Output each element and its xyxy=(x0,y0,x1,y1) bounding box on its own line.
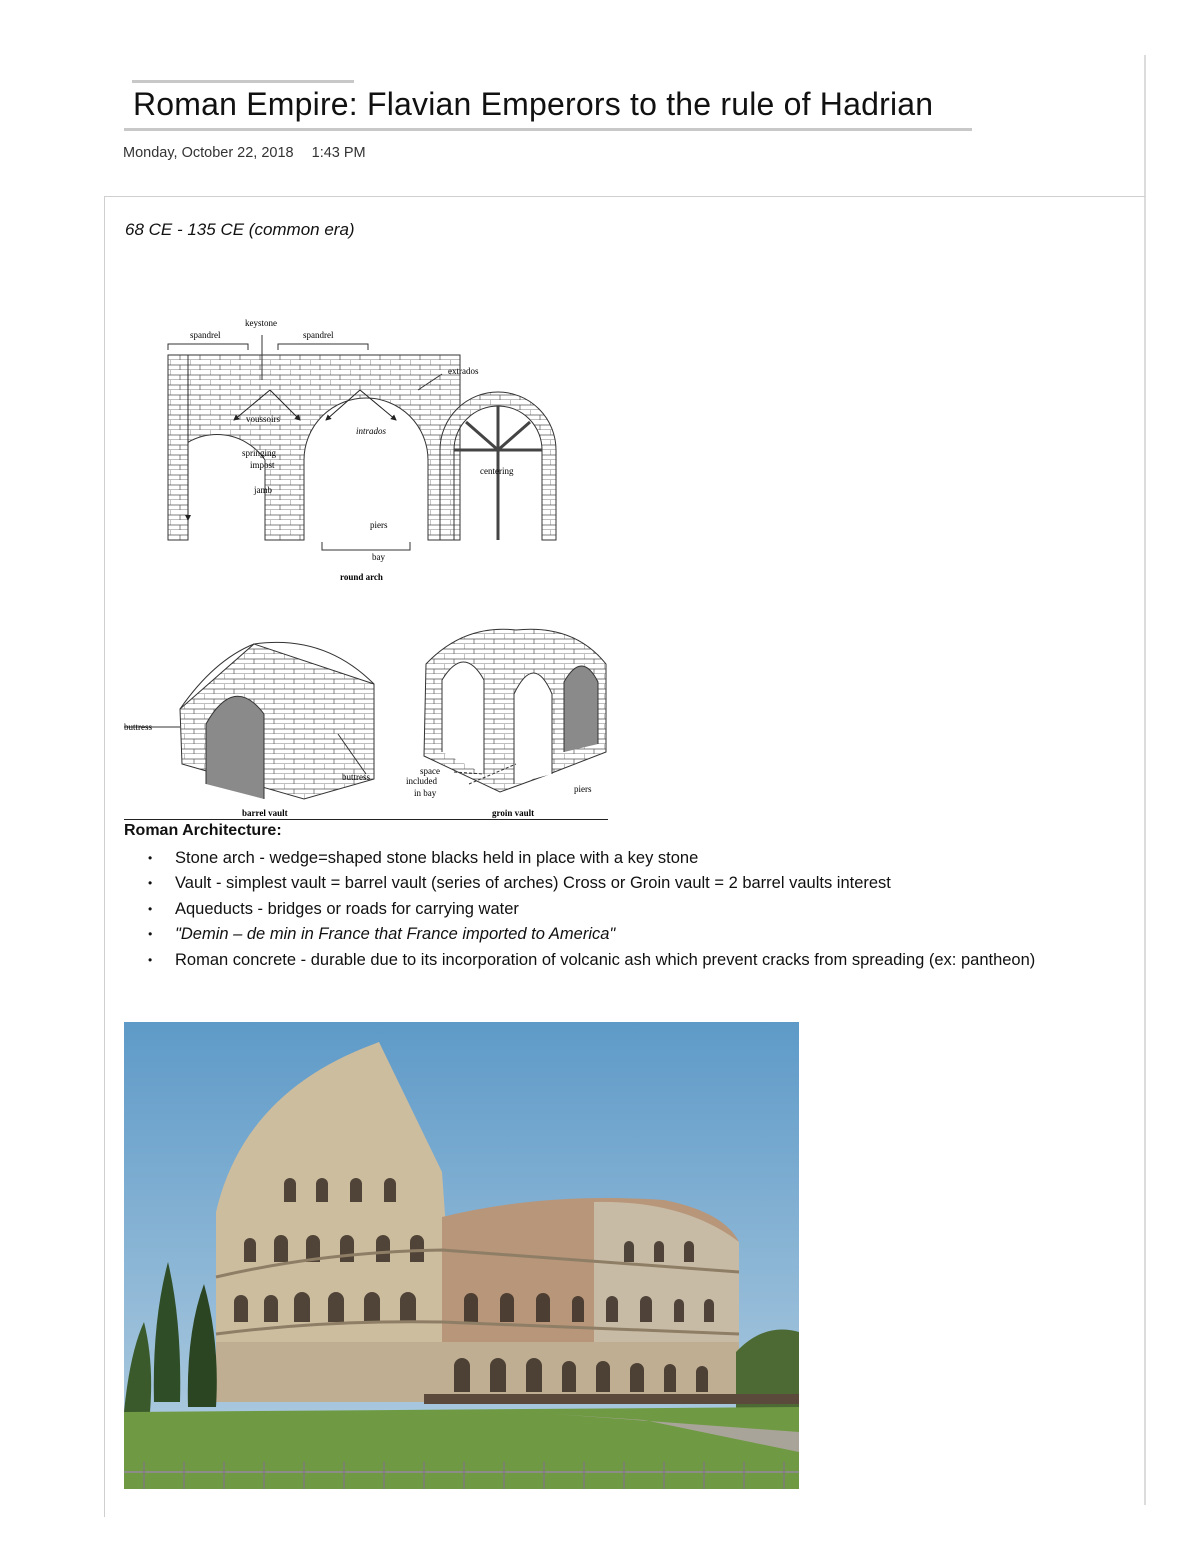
label-intrados: intrados xyxy=(356,426,387,436)
list-item-vault: • Vault - simplest vault = barrel vault (series of arches) Cross or Groin vault = 2 barrel vaults interest xyxy=(148,871,1108,896)
section-heading: Roman Architecture: xyxy=(124,822,282,839)
vault-diagram xyxy=(124,624,608,820)
figure-underline xyxy=(124,819,608,820)
label-barrel-vault: barrel vault xyxy=(242,808,288,818)
vault-svg xyxy=(124,624,608,820)
list-item-demin: • "Demin – de min in France that France imported to America" xyxy=(148,922,1108,947)
round-arch-svg xyxy=(150,310,570,590)
round-arch-diagram xyxy=(150,310,570,590)
list-item-concrete: • Roman concrete - durable due to its incorporation of volcanic ash which prevent cracks from spreading (ex: pantheon) xyxy=(148,948,1108,973)
architecture-list xyxy=(148,846,1108,973)
label-keystone: keystone xyxy=(245,318,277,328)
page-title: Roman Empire: Flavian Emperors to the rule of Hadrian xyxy=(133,86,934,122)
label-impost: impost xyxy=(250,460,275,470)
page-time: 1:43 PM xyxy=(311,145,366,161)
label-groin-vault: groin vault xyxy=(492,808,535,818)
list-item-stone-arch: • Stone arch - wedge=shaped stone blacks held in place with a key stone xyxy=(148,846,1108,871)
title-top-rule xyxy=(132,80,354,83)
page-date: Monday, October 22, 2018 xyxy=(123,145,294,161)
label-space-in-bay: in bay xyxy=(414,788,437,798)
label-space-included: included xyxy=(406,776,437,786)
title-underline xyxy=(124,128,972,131)
label-springing: springing xyxy=(242,448,277,458)
label-bay: bay xyxy=(372,552,385,562)
label-spandrel-left: spandrel xyxy=(190,330,221,340)
era-text: 68 CE - 135 CE (common era) xyxy=(125,220,355,239)
label-centering: centering xyxy=(480,466,514,476)
label-piers: piers xyxy=(370,520,388,530)
list-item-aqueducts: • Aqueducts - bridges or roads for carrying water xyxy=(148,897,1108,922)
label-round-arch: round arch xyxy=(340,572,383,582)
colosseum-photo xyxy=(124,1022,799,1489)
colosseum-illustration xyxy=(124,1022,799,1489)
label-buttress-left: buttress xyxy=(124,722,152,732)
label-buttress-right: buttress xyxy=(342,772,370,782)
label-voussoirs: voussoirs xyxy=(246,414,281,424)
label-space: space xyxy=(420,766,440,776)
label-jamb: jamb xyxy=(254,485,272,495)
label-spandrel-right: spandrel xyxy=(303,330,334,340)
label-piers-groin: piers xyxy=(574,784,592,794)
page-timestamp xyxy=(123,145,366,161)
label-extrados: extrados xyxy=(448,366,479,376)
